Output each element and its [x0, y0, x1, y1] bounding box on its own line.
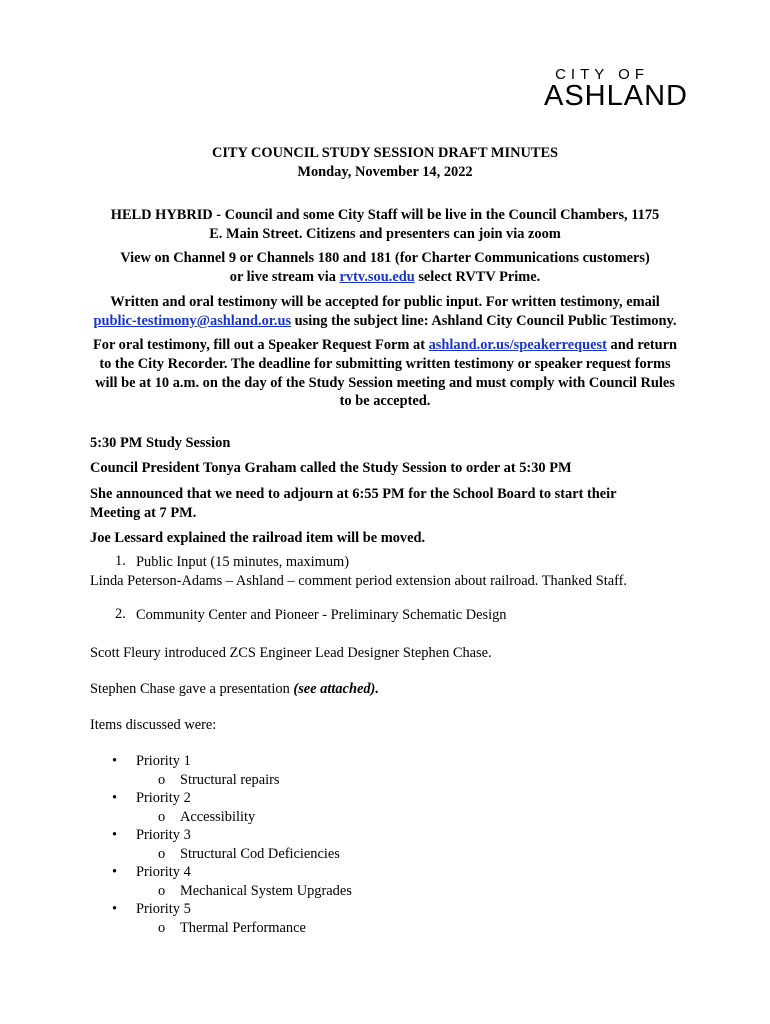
priority-detail: Structural repairs — [180, 771, 280, 788]
item1-number: 1. — [115, 553, 126, 569]
city-logo — [500, 66, 690, 116]
list-item — [108, 845, 352, 864]
priority-detail: Structural Cod Deficiencies — [180, 845, 340, 862]
list-item — [108, 808, 352, 827]
presentation-text: Stephen Chase gave a presentation — [90, 681, 294, 697]
list-item — [108, 900, 352, 919]
circle-bullet-icon: o — [158, 882, 166, 899]
intro-paragraph: Scott Fleury introduced ZCS Engineer Lead Designer Stephen Chase. — [90, 645, 492, 661]
bullet-icon: • — [112, 827, 118, 843]
oral-testimony-text: For oral testimony, fill out a Speaker Request Form at — [92, 337, 429, 353]
priority-detail: Accessibility — [180, 808, 256, 825]
hybrid-notice-line2: E. Main Street. Citizens and presenters can join via zoom — [209, 226, 561, 242]
written-testimony-line2 — [60, 312, 710, 331]
list-item — [108, 752, 352, 771]
session-heading: 5:30 PM Study Session — [90, 435, 231, 451]
priority-label: Priority 2 — [136, 790, 191, 806]
railroad-note: Joe Lessard explained the railroad item will be moved. — [90, 530, 426, 546]
oral-testimony-line3: will be at 10 a.m. on the day of the Study Session meeting and must comply with Council Rules — [95, 375, 675, 391]
see-attached-text: (see attached). — [293, 681, 379, 697]
oral-testimony-line1 — [60, 336, 710, 355]
bullet-icon: • — [112, 864, 118, 880]
item1-title: Public Input (15 minutes, maximum) — [136, 554, 350, 570]
oral-testimony-text-end: and return — [606, 337, 678, 353]
list-item — [108, 882, 352, 901]
circle-bullet-icon: o — [158, 845, 166, 862]
view-notice-text: or live stream via — [229, 269, 340, 285]
speaker-request-link[interactable]: ashland.or.us/speakerrequest — [428, 337, 607, 353]
adjourn-line2: Meeting at 7 PM. — [90, 505, 197, 521]
document-title: CITY COUNCIL STUDY SESSION DRAFT MINUTES — [211, 145, 559, 161]
item1-detail: Linda Peterson-Adams – Ashland – comment period extension about railroad. Thanked Staff. — [90, 573, 627, 589]
list-item — [108, 863, 352, 882]
logo-ashland: ASHLAND — [544, 80, 688, 112]
view-notice-line2 — [60, 268, 710, 287]
priority-detail: Mechanical System Upgrades — [180, 882, 352, 899]
view-notice-line1: View on Channel 9 or Channels 180 and 181 (for Charter Communications customers) — [120, 250, 650, 266]
oral-testimony-line4: to be accepted. — [339, 393, 431, 409]
bullet-icon: • — [112, 901, 118, 917]
presentation-paragraph — [90, 680, 379, 699]
priority-detail: Thermal Performance — [180, 919, 306, 936]
circle-bullet-icon: o — [158, 919, 166, 936]
priority-label: Priority 3 — [136, 827, 191, 843]
circle-bullet-icon: o — [158, 808, 166, 825]
priorities-list — [108, 752, 352, 937]
logo-city-of: CITY OF — [555, 66, 649, 83]
adjourn-line1: She announced that we need to adjourn at 6:55 PM for the School Board to start their — [90, 486, 617, 502]
item2-number: 2. — [115, 606, 126, 622]
bullet-icon: • — [112, 790, 118, 806]
list-item — [108, 789, 352, 808]
priority-label: Priority 1 — [136, 753, 191, 769]
oral-testimony-line2: to the City Recorder. The deadline for submitting written testimony or speaker request forms — [99, 356, 671, 372]
testimony-email-link[interactable]: public-testimony@ashland.or.us — [93, 313, 292, 329]
called-to-order: Council President Tonya Graham called the Study Session to order at 5:30 PM — [90, 460, 572, 476]
list-item — [108, 919, 352, 938]
list-item — [108, 826, 352, 845]
hybrid-notice-line1: HELD HYBRID - Council and some City Staff will be live in the Council Chambers, 1175 — [110, 207, 660, 223]
item2-title: Community Center and Pioneer - Preliminary Schematic Design — [136, 607, 507, 623]
written-testimony-text: using the subject line: Ashland City Council Public Testimony. — [291, 313, 677, 329]
list-item — [108, 771, 352, 790]
document-date: Monday, November 14, 2022 — [297, 164, 473, 180]
written-testimony-line1: Written and oral testimony will be accepted for public input. For written testimony, email — [110, 294, 660, 310]
view-notice-text-end: select RVTV Prime. — [414, 269, 541, 285]
priority-label: Priority 4 — [136, 864, 191, 880]
bullet-icon: • — [112, 753, 118, 769]
priority-label: Priority 5 — [136, 901, 191, 917]
rvtv-link[interactable]: rvtv.sou.edu — [339, 269, 415, 285]
circle-bullet-icon: o — [158, 771, 166, 788]
items-discussed: Items discussed were: — [90, 717, 217, 733]
